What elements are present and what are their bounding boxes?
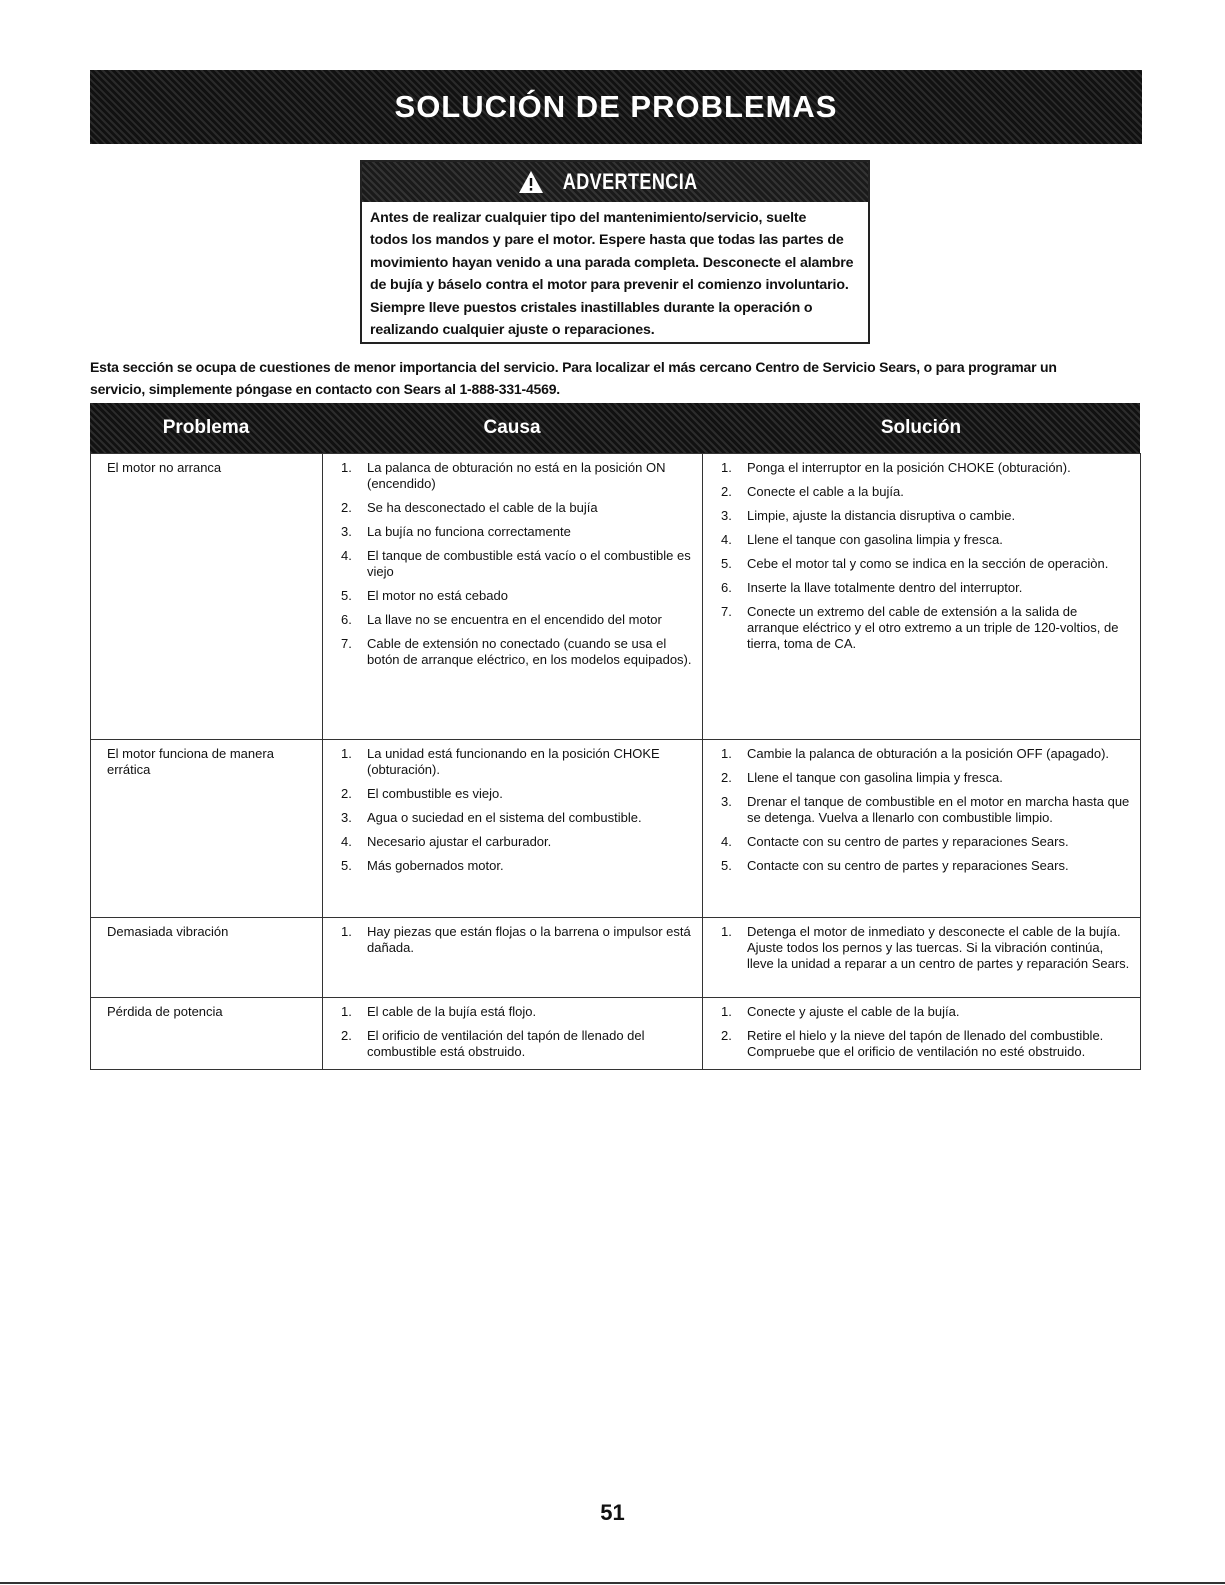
- warning-header: [362, 162, 868, 202]
- item-text: Contacte con su centro de partes y reparaciones Sears.: [747, 834, 1069, 849]
- item-text: Conecte un extremo del cable de extensión a la salida de arranque eléctrico y el otro extremo a un triple de 120-voltios, de tierra, toma de CA.: [747, 604, 1119, 651]
- solution-item: [721, 580, 1132, 596]
- bottom-rule: [0, 1582, 1225, 1584]
- solution-item: [721, 794, 1132, 826]
- item-text: Inserte la llave totalmente dentro del interruptor.: [747, 580, 1023, 595]
- item-number: 2.: [721, 484, 732, 499]
- table-row: [91, 454, 1141, 740]
- item-text: Conecte y ajuste el cable de la bujía.: [747, 1004, 960, 1019]
- item-number: 5.: [341, 858, 352, 873]
- warning-line: movimiento hayan venido a una parada completa. Desconecte el alambre: [370, 254, 854, 271]
- item-number: 1.: [341, 460, 352, 475]
- problem-text: Demasiada vibración: [107, 924, 229, 939]
- item-number: 5.: [721, 858, 732, 873]
- item-number: 2.: [341, 1028, 352, 1043]
- problem-text: El motor no arranca: [107, 460, 222, 475]
- item-text: El cable de la bujía está flojo.: [367, 1004, 537, 1019]
- item-text: La palanca de obturación no está en la posición ON (encendido): [367, 460, 666, 491]
- cause-item: [341, 460, 696, 492]
- item-text: El motor no está cebado: [367, 588, 508, 603]
- cause-item: [341, 1028, 696, 1060]
- cause-item: [341, 858, 696, 874]
- table-row: [91, 918, 1141, 998]
- item-number: 5.: [341, 588, 352, 603]
- item-text: Cambie la palanca de obturación a la posición OFF (apagado).: [747, 746, 1110, 761]
- cause-cell: [323, 918, 703, 998]
- warning-title: ADVERTENCIA: [562, 169, 698, 194]
- solution-cell: [703, 998, 1141, 1070]
- warning-triangle-icon: [518, 170, 544, 194]
- warning-line: Siempre lleve puestos cristales inastillables durante la operación o: [370, 299, 813, 316]
- item-number: 5.: [721, 556, 732, 571]
- table-row: [91, 998, 1141, 1070]
- item-text: El tanque de combustible está vacío o el combustible es viejo: [367, 548, 691, 579]
- item-number: 6.: [721, 580, 732, 595]
- item-number: 6.: [341, 612, 352, 627]
- item-text: Retire el hielo y la nieve del tapón de llenado del combustible. Compruebe que el orificio de ventilación no esté obstruido.: [747, 1028, 1104, 1059]
- table-header: [90, 403, 1140, 453]
- cause-item: [341, 612, 696, 628]
- solution-cell: [703, 918, 1141, 998]
- cause-item: [341, 834, 696, 850]
- item-text: Hay piezas que están flojas o la barrena o impulsor está dañada.: [367, 924, 691, 955]
- troubleshooting-table: [90, 403, 1140, 1070]
- solution-item: [721, 484, 1132, 500]
- solution-item: [721, 460, 1132, 476]
- intro-paragraph: [90, 356, 1145, 400]
- item-number: 4.: [721, 532, 732, 547]
- problem-cell: [91, 454, 323, 740]
- solution-item: [721, 770, 1132, 786]
- column-header-problem: Problema: [162, 417, 250, 438]
- item-text: Detenga el motor de inmediato y desconecte el cable de la bujía. Ajuste todos los pernos y las tuercas. Si la vibración continúa, lleve la unidad a reparar a un centro de partes y reparación Sears.: [747, 924, 1130, 971]
- item-number: 1.: [721, 924, 732, 939]
- item-number: 1.: [721, 460, 732, 475]
- problem-cell: [91, 918, 323, 998]
- item-number: 3.: [721, 508, 732, 523]
- item-text: La bujía no funciona correctamente: [367, 524, 571, 539]
- item-text: Agua o suciedad en el sistema del combustible.: [367, 810, 642, 825]
- item-number: 1.: [721, 746, 732, 761]
- column-header-solution: Solución: [880, 417, 962, 438]
- cause-item: [341, 636, 696, 668]
- item-number: 4.: [341, 834, 352, 849]
- solution-item: [721, 508, 1132, 524]
- item-number: 2.: [721, 770, 732, 785]
- item-text: Conecte el cable a la bujía.: [747, 484, 904, 499]
- cause-cell: [323, 998, 703, 1070]
- solution-item: [721, 532, 1132, 548]
- item-number: 1.: [341, 1004, 352, 1019]
- item-text: El orificio de ventilación del tapón de llenado del combustible está obstruido.: [367, 1028, 645, 1059]
- cause-cell: [323, 740, 703, 918]
- warning-line: Antes de realizar cualquier tipo del mantenimiento/servicio, suelte: [370, 210, 807, 226]
- item-number: 4.: [721, 834, 732, 849]
- item-number: 2.: [721, 1028, 732, 1043]
- item-text: Se ha desconectado el cable de la bujía: [367, 500, 598, 515]
- item-text: Contacte con su centro de partes y reparaciones Sears.: [747, 858, 1069, 873]
- item-text: La unidad está funcionando en la posición CHOKE (obturación).: [367, 746, 660, 777]
- problem-cell: [91, 998, 323, 1070]
- item-number: 1.: [341, 924, 352, 939]
- item-text: Limpie, ajuste la distancia disruptiva o cambie.: [747, 508, 1016, 523]
- solution-cell: [703, 740, 1141, 918]
- item-text: Drenar el tanque de combustible en el motor en marcha hasta que se detenga. Vuelva a llenarlo con combustible limpio.: [747, 794, 1130, 825]
- item-number: 3.: [341, 810, 352, 825]
- cause-item: [341, 1004, 696, 1020]
- item-number: 1.: [721, 1004, 732, 1019]
- solution-item: [721, 556, 1132, 572]
- cause-item: [341, 924, 696, 956]
- solution-item: [721, 924, 1132, 972]
- item-number: 7.: [721, 604, 732, 619]
- cause-item: [341, 548, 696, 580]
- item-text: Necesario ajustar el carburador.: [367, 834, 552, 849]
- cause-item: [341, 810, 696, 826]
- item-text: Llene el tanque con gasolina limpia y fresca.: [747, 532, 1003, 547]
- solution-item: [721, 858, 1132, 874]
- cause-item: [341, 524, 696, 540]
- item-text: Ponga el interruptor en la posición CHOKE (obturación).: [747, 460, 1071, 475]
- item-number: 2.: [341, 500, 352, 515]
- problem-text: Pérdida de potencia: [107, 1004, 223, 1019]
- item-number: 3.: [721, 794, 732, 809]
- cause-item: [341, 786, 696, 802]
- table-row: [91, 740, 1141, 918]
- solution-item: [721, 1004, 1132, 1020]
- section-banner: [90, 70, 1142, 144]
- page-title: SOLUCIÓN DE PROBLEMAS: [394, 89, 838, 124]
- cause-item: [341, 500, 696, 516]
- item-text: El combustible es viejo.: [367, 786, 503, 801]
- solution-item: [721, 746, 1132, 762]
- warning-line: todos los mandos y pare el motor. Espere hasta que todas las partes de: [370, 232, 844, 249]
- table-body: [90, 453, 1141, 1070]
- item-text: Llene el tanque con gasolina limpia y fresca.: [747, 770, 1003, 785]
- item-number: 1.: [341, 746, 352, 761]
- solution-item: [721, 834, 1132, 850]
- problem-cell: [91, 740, 323, 918]
- item-text: Cebe el motor tal y como se indica en la sección de operaciòn.: [747, 556, 1109, 571]
- cause-cell: [323, 454, 703, 740]
- solution-cell: [703, 454, 1141, 740]
- cause-item: [341, 588, 696, 604]
- solution-item: [721, 1028, 1132, 1060]
- warning-text: [362, 202, 868, 341]
- item-number: 2.: [341, 786, 352, 801]
- intro-line: Esta sección se ocupa de cuestiones de menor importancia del servicio. Para localizar el más cercano Centro de Servicio Sears, o para programar un: [90, 359, 1057, 375]
- item-number: 4.: [341, 548, 352, 563]
- page-number: 51: [600, 1500, 625, 1525]
- warning-box: [360, 160, 870, 344]
- intro-line: servicio, simplemente póngase en contacto con Sears al 1-888-331-4569.: [90, 381, 560, 397]
- column-header-cause: Causa: [483, 417, 541, 438]
- problem-text: El motor funciona de manera errática: [107, 746, 274, 777]
- warning-line: de bujía y báselo contra el motor para prevenir el comienzo involuntario.: [370, 277, 849, 294]
- item-number: 3.: [341, 524, 352, 539]
- solution-item: [721, 604, 1132, 652]
- cause-item: [341, 746, 696, 778]
- item-text: Cable de extensión no conectado (cuando se usa el botón de arranque eléctrico, en los modelos equipados).: [367, 636, 692, 667]
- item-text: La llave no se encuentra en el encendido del motor: [367, 612, 662, 627]
- warning-line: realizando cualquier ajuste o reparaciones.: [370, 322, 655, 339]
- item-text: Más gobernados motor.: [367, 858, 504, 873]
- item-number: 7.: [341, 636, 352, 651]
